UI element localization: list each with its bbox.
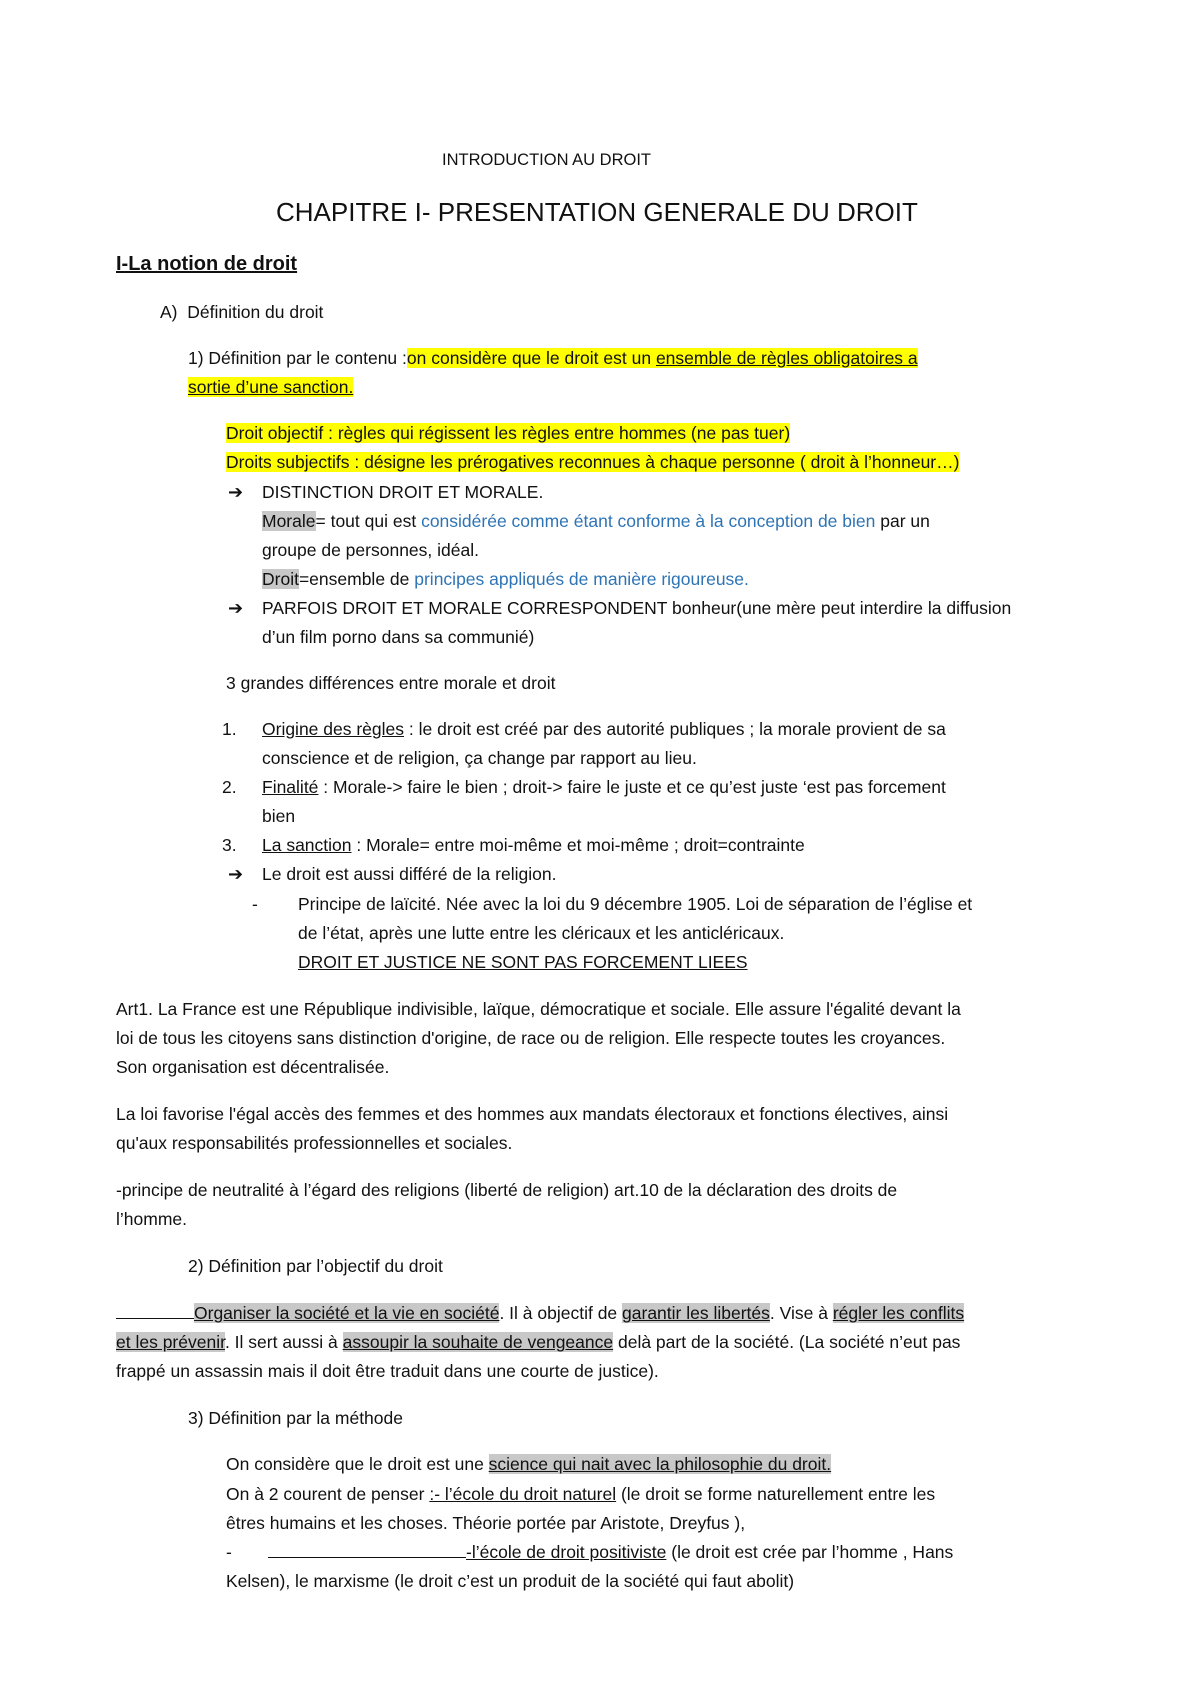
definition-1-line1: 1) Définition par le contenu :on considère que le droit est un ensemble de règles obligatoires a [188,348,918,368]
morale-definition-line2: groupe de personnes, idéal. [262,540,479,560]
definition-3-title: 3) Définition par la méthode [188,1408,403,1428]
parfois-line2: d’un film porno dans sa communié) [262,627,535,647]
definition-1-line2: sortie d’une sanction. [188,377,354,397]
neutralite-line: l’homme. [116,1209,187,1229]
arrow-right-icon: ➔ [228,598,244,618]
droits-subjectifs: Droits subjectifs : désigne les prérogatives reconnues à chaque personne ( droit à l’honneur…) [226,452,960,472]
arrow-right-icon: ➔ [228,482,244,502]
objectif-para-line3: frappé un assassin mais il doit être traduit dans une courte de justice). [116,1361,659,1381]
methode-line1: On considère que le droit est une science qui nait avec la philosophie du droit. [226,1454,832,1474]
list-item-continuation: bien [262,806,296,826]
article-1-line: Art1. La France est une République indivisible, laïque, démocratique et sociale. Elle assure l'égalité devant la [116,999,961,1019]
morale-definition-line1: Morale= tout qui est considérée comme étant conforme à la conception de bien par un [262,511,930,531]
neutralite-line: -principe de neutralité à l’égard des religions (liberté de religion) art.10 de la déclaration des droits de [116,1180,898,1200]
differences-heading: 3 grandes différences entre morale et droit [226,673,556,693]
droit-definition: Droit=ensemble de principes appliqués de manière rigoureuse. [262,569,749,589]
blank-gap [268,1541,466,1558]
chapter-title: CHAPITRE I- PRESENTATION GENERALE DU DROIT [276,197,918,227]
document-subtitle: INTRODUCTION AU DROIT [442,151,651,169]
loi-line: qu'aux responsabilités professionnelles et sociales. [116,1133,513,1153]
objectif-para-line2: et les prévenir. Il sert aussi à assoupir la souhaite de vengeance delà part de la société. (La société n’eut pas [116,1332,961,1352]
article-1-line: Son organisation est décentralisée. [116,1057,390,1077]
laicite-line3: DROIT ET JUSTICE NE SONT PAS FORCEMENT LIEES [298,952,748,972]
subsection-a [160,300,323,324]
blank-gap [116,1302,194,1319]
definition-2-title: 2) Définition par l’objectif du droit [188,1256,443,1276]
subsection-marker: A) [160,302,178,322]
loi-line: La loi favorise l'égal accès des femmes et des hommes aux mandats électoraux et fonctions électives, ainsi [116,1104,949,1124]
list-item-continuation: conscience et de religion, ça change par rapport au lieu. [262,748,697,768]
methode-line5: Kelsen), le marxisme (le droit c’est un produit de la société qui faut abolit) [226,1571,795,1591]
methode-line2: On à 2 courent de penser :- l’école du droit naturel (le droit se forme naturellement entre les [226,1484,936,1504]
methode-line3: êtres humains et les choses. Théorie portée par Aristote, Dreyfus ), [226,1513,746,1533]
subsection-label: Définition du droit [187,302,324,322]
droit-objectif: Droit objectif : règles qui régissent les règles entre hommes (ne pas tuer) [226,423,791,443]
section-title: I-La notion de droit [116,253,298,275]
arrow-right-icon: ➔ [228,864,244,884]
objectif-para-line1: Organiser la société et la vie en société. Il à objectif de garantir les libertés. Vise à régler les conflits [116,1301,964,1325]
laicite-line2: de l’état, après une lutte entre les cléricaux et les anticléricaux. [298,923,785,943]
document-page: INTRODUCTION AU DROIT CHAPITRE I- PRESENTATION GENERALE DU DROIT I-La notion de droit A) Définition du droit 1) Définition par le contenu :on considère que le droit est un ensemble de règles obligatoires a sortie d’une sanction. Droit objectif : règles qui régissent les règles entre hommes (ne pas tuer) Droits subjectifs : désigne les prérogatives reconnues à chaque personne ( droit à l’honneur…) ➔ DISTINCTION DROIT ET MORALE. Morale= tout qui est considérée comme étant conforme à la conception de bien par un groupe de personnes, idéal. Droit=ensemble de principes appliqués de manière rigoureuse. ➔ PARFOIS DROIT ET MORALE CORRESPONDENT bonheur(une mère peut interdire la diffusion d’un film porno dans sa communié) 3 grandes différences entre morale et droit 1. Origine des règles : le droit est créé par des autorité publiques ; la morale provient de sa conscience et de religion, ça change par rapport au lieu. 2. Finalité : Morale-> faire le bien ; droit-> faire le juste et ce qu’est juste ‘est pas forcement bien 3. La sanction : Morale= entre moi-même et moi-même ; droit=contrainte ➔ Le droit est aussi différé de la religion. - Principe de laïcité. Née avec la loi du 9 décembre 1905. Loi de séparation de l’église et de l’état, après une lutte entre les cléricaux et les anticléricaux. DROIT ET JUSTICE NE SONT PAS FORCEMENT LIEES Art1. La France est une République indivisible, laïque, démocratique et sociale. Elle assure l'égalité devant la loi de tous les citoyens sans distinction d'origine, de race ou de religion. Elle respecte toutes les croyances. Son organisation est décentralisée. La loi favorise l'égal accès des femmes et des hommes aux mandats électoraux et fonctions électives, ainsi qu'aux responsabilités professionnelles et sociales. -principe de neutralité à l’égard des religions (liberté de religion) art.10 de la déclaration des droits de l’homme. 2) Définition par l’objectif du droit Organiser la société et la vie en société. Il à objectif de garantir les libertés. Vise à régler les conflits et les prévenir. Il sert aussi à assoupir la souhaite de vengeance delà part de la société. (La société n’eut pas frappé un assassin mais il doit être traduit dans une courte de justice). 3) Définition par la méthode On considère que le droit est une science qui nait avec la philosophie du droit. On à 2 courent de penser :- l’école du droit naturel (le droit se forme naturellement entre les êtres humains et les choses. Théorie portée par Aristote, Dreyfus ), - -l’école de droit positiviste (le droit est crée par l’homme , Hans Kelsen), le marxisme (le droit c’est un produit de la société qui faut abolit) [0,0,1200,1698]
article-1-line: loi de tous les citoyens sans distinction d'origine, de race ou de religion. Elle respecte toutes les croyances. [116,1028,946,1048]
